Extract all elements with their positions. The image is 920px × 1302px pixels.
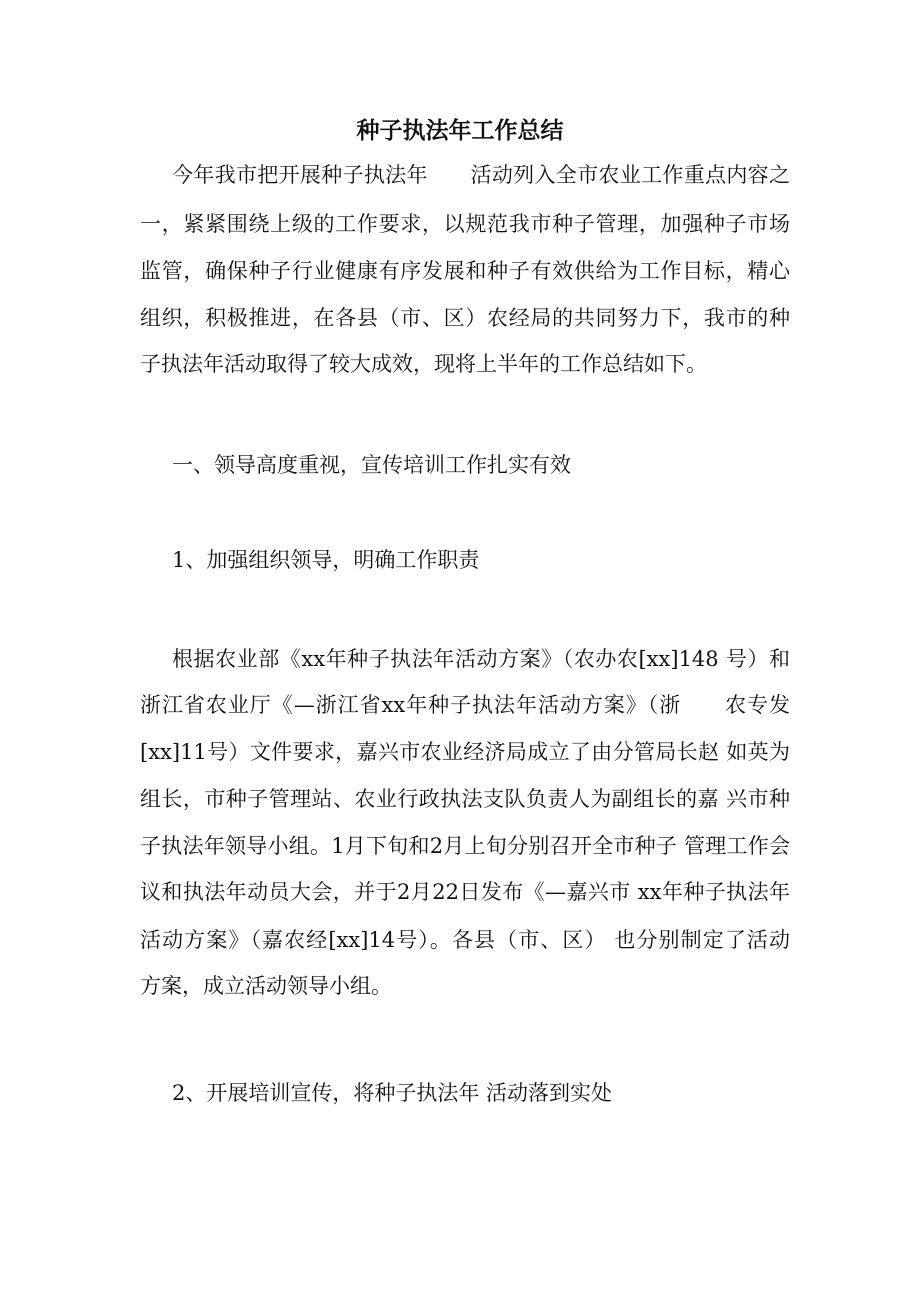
paragraph-line: 根据农业部《xx年种子执法年活动方案》（农办农[xx]148 号）和 [172, 647, 790, 671]
document-title: 种子执法年工作总结 [356, 118, 564, 144]
paragraph-line: 今年我市把开展种子执法年 活动列入全市农业工作重点内容之 [172, 163, 790, 187]
paragraph-line: 组织，积极推进，在各县（市、区）农经局的共同努力下，我市的种 [140, 306, 790, 330]
paragraph-line: 监管，确保种子行业健康有序发展和种子有效供给为工作目标，精心 [140, 259, 790, 283]
section-heading: 1、加强组织领导，明确工作职责 [172, 548, 480, 572]
paragraph-line: 组长，市种子管理站、农业行政执法支队负责人为副组长的嘉 兴市种 [140, 787, 790, 811]
paragraph-line: [xx]11号）文件要求，嘉兴市农业经济局成立了由分管局长赵 如英为 [140, 740, 790, 764]
section-heading: 一、领导高度重视，宣传培训工作扎实有效 [172, 453, 571, 477]
paragraph-line: 浙江省农业厅《—浙江省xx年种子执法年活动方案》（浙 农专发 [140, 693, 790, 717]
section-heading: 2、开展培训宣传，将种子执法年 活动落到实处 [172, 1081, 613, 1105]
paragraph-line: 方案，成立活动领导小组。 [140, 974, 392, 998]
paragraph-line: 一，紧紧围绕上级的工作要求，以规范我市种子管理，加强种子市场 [140, 212, 790, 236]
paragraph-line: 议和执法年动员大会，并于2月22日发布《—嘉兴市 xx年种子执法年 [140, 880, 790, 904]
paragraph-line: 活动方案》（嘉农经[xx]14号）。各县（市、区） 也分别制定了活动 [140, 928, 790, 952]
paragraph-line: 子执法年领导小组。1月下旬和2月上旬分别召开全市种子 管理工作会 [140, 834, 790, 858]
paragraph-line: 子执法年活动取得了较大成效，现将上半年的工作总结如下。 [140, 352, 707, 376]
